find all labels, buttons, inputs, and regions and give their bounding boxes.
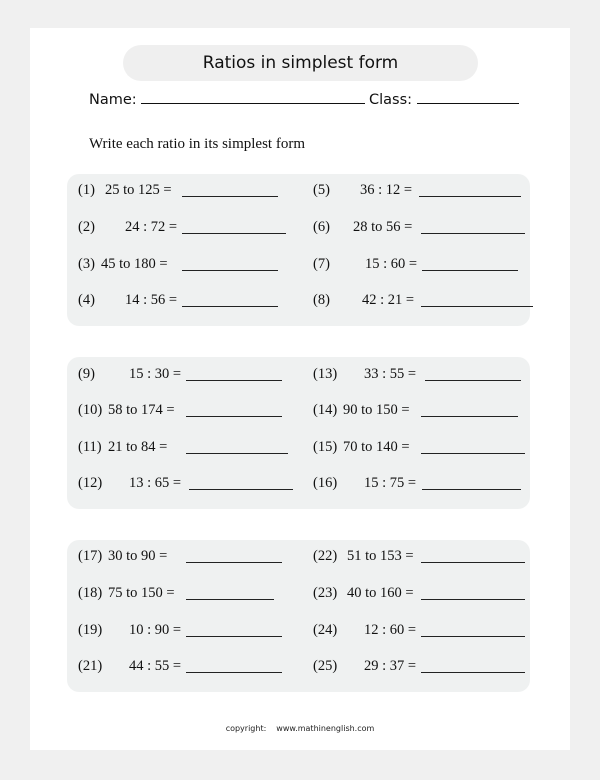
answer-blank[interactable] — [421, 599, 525, 600]
question-item — [78, 658, 182, 674]
question-expression: 15 : 75 = — [364, 475, 417, 491]
question-number: (7) — [313, 256, 330, 272]
answer-blank[interactable] — [186, 453, 288, 454]
question-number: (21) — [78, 658, 103, 674]
question-item — [313, 439, 410, 455]
answer-blank[interactable] — [419, 196, 521, 197]
answer-blank[interactable] — [421, 416, 518, 417]
footer — [0, 724, 600, 733]
question-number: (4) — [78, 292, 95, 308]
answer-blank[interactable] — [189, 489, 293, 490]
question-number: (3) — [78, 256, 95, 272]
question-expression: 25 to 125 = — [105, 182, 172, 198]
question-number: (10) — [78, 402, 103, 418]
question-number: (24) — [313, 622, 338, 638]
question-number: (15) — [313, 439, 338, 455]
question-number: (12) — [78, 475, 103, 491]
question-number: (23) — [313, 585, 338, 601]
question-expression: 58 to 174 = — [108, 402, 175, 418]
question-expression: 45 to 180 = — [101, 256, 168, 272]
question-number: (22) — [313, 548, 338, 564]
question-number: (13) — [313, 366, 338, 382]
question-expression: 10 : 90 = — [129, 622, 182, 638]
question-expression: 28 to 56 = — [353, 219, 413, 235]
question-expression: 40 to 160 = — [347, 585, 414, 601]
question-number: (25) — [313, 658, 338, 674]
question-number: (2) — [78, 219, 95, 235]
question-expression: 24 : 72 = — [125, 219, 178, 235]
question-expression: 15 : 60 = — [365, 256, 418, 272]
question-expression: 12 : 60 = — [364, 622, 417, 638]
answer-blank[interactable] — [182, 196, 278, 197]
answer-blank[interactable] — [421, 306, 533, 307]
question-number: (19) — [78, 622, 103, 638]
name-blank[interactable] — [141, 89, 365, 104]
answer-blank[interactable] — [182, 270, 278, 271]
question-expression: 29 : 37 = — [364, 658, 417, 674]
question-number: (16) — [313, 475, 338, 491]
worksheet-title: Ratios in simplest form — [123, 45, 478, 81]
question-item — [313, 585, 414, 601]
question-number: (6) — [313, 219, 330, 235]
answer-blank[interactable] — [421, 453, 525, 454]
question-expression: 14 : 56 = — [125, 292, 178, 308]
question-expression: 75 to 150 = — [108, 585, 175, 601]
question-item — [313, 658, 417, 674]
question-number: (17) — [78, 548, 103, 564]
answer-blank[interactable] — [186, 380, 282, 381]
answer-blank[interactable] — [421, 562, 525, 563]
copyright-label: copyright: — [225, 724, 267, 733]
question-item — [78, 622, 182, 638]
answer-blank[interactable] — [425, 380, 521, 381]
question-number: (9) — [78, 366, 95, 382]
name-field — [89, 89, 365, 108]
question-item — [313, 475, 417, 491]
question-expression: 13 : 65 = — [129, 475, 182, 491]
question-item — [313, 548, 414, 564]
question-expression: 42 : 21 = — [362, 292, 415, 308]
class-blank[interactable] — [417, 89, 519, 104]
answer-blank[interactable] — [186, 672, 282, 673]
question-number: (11) — [78, 439, 102, 455]
question-expression: 44 : 55 = — [129, 658, 182, 674]
answer-blank[interactable] — [186, 416, 282, 417]
question-expression: 21 to 84 = — [108, 439, 168, 455]
question-item — [78, 256, 168, 272]
answer-blank[interactable] — [186, 599, 274, 600]
class-label: Class: — [369, 92, 413, 108]
class-field — [369, 89, 519, 108]
instructions: Write each ratio in its simplest form — [89, 136, 306, 152]
question-number: (8) — [313, 292, 330, 308]
answer-blank[interactable] — [421, 233, 525, 234]
answer-blank[interactable] — [422, 489, 521, 490]
answer-blank[interactable] — [186, 562, 282, 563]
question-number: (5) — [313, 182, 330, 198]
answer-blank[interactable] — [421, 636, 525, 637]
answer-blank[interactable] — [182, 306, 278, 307]
question-expression: 90 to 150 = — [343, 402, 410, 418]
question-expression: 15 : 30 = — [129, 366, 182, 382]
question-item — [78, 219, 178, 235]
question-item — [313, 182, 413, 198]
question-number: (1) — [78, 182, 95, 198]
question-number: (18) — [78, 585, 103, 601]
answer-blank[interactable] — [422, 270, 518, 271]
answer-blank[interactable] — [182, 233, 286, 234]
question-item — [78, 585, 175, 601]
question-item — [78, 182, 172, 198]
answer-blank[interactable] — [421, 672, 525, 673]
question-item — [313, 292, 415, 308]
question-expression: 70 to 140 = — [343, 439, 410, 455]
question-number: (14) — [313, 402, 338, 418]
question-item — [313, 622, 417, 638]
question-item — [78, 548, 168, 564]
answer-blank[interactable] — [186, 636, 282, 637]
question-item — [313, 366, 417, 382]
question-expression: 51 to 153 = — [347, 548, 414, 564]
question-expression: 33 : 55 = — [364, 366, 417, 382]
question-item — [78, 292, 178, 308]
question-item — [313, 256, 418, 272]
question-item — [78, 366, 182, 382]
website-link[interactable]: www.mathinenglish.com — [276, 724, 375, 733]
question-expression: 30 to 90 = — [108, 548, 168, 564]
question-expression: 36 : 12 = — [360, 182, 413, 198]
question-item — [78, 475, 182, 491]
question-item — [313, 402, 410, 418]
question-item — [78, 439, 168, 455]
question-item — [78, 402, 175, 418]
question-item — [313, 219, 413, 235]
name-label: Name: — [89, 92, 137, 108]
